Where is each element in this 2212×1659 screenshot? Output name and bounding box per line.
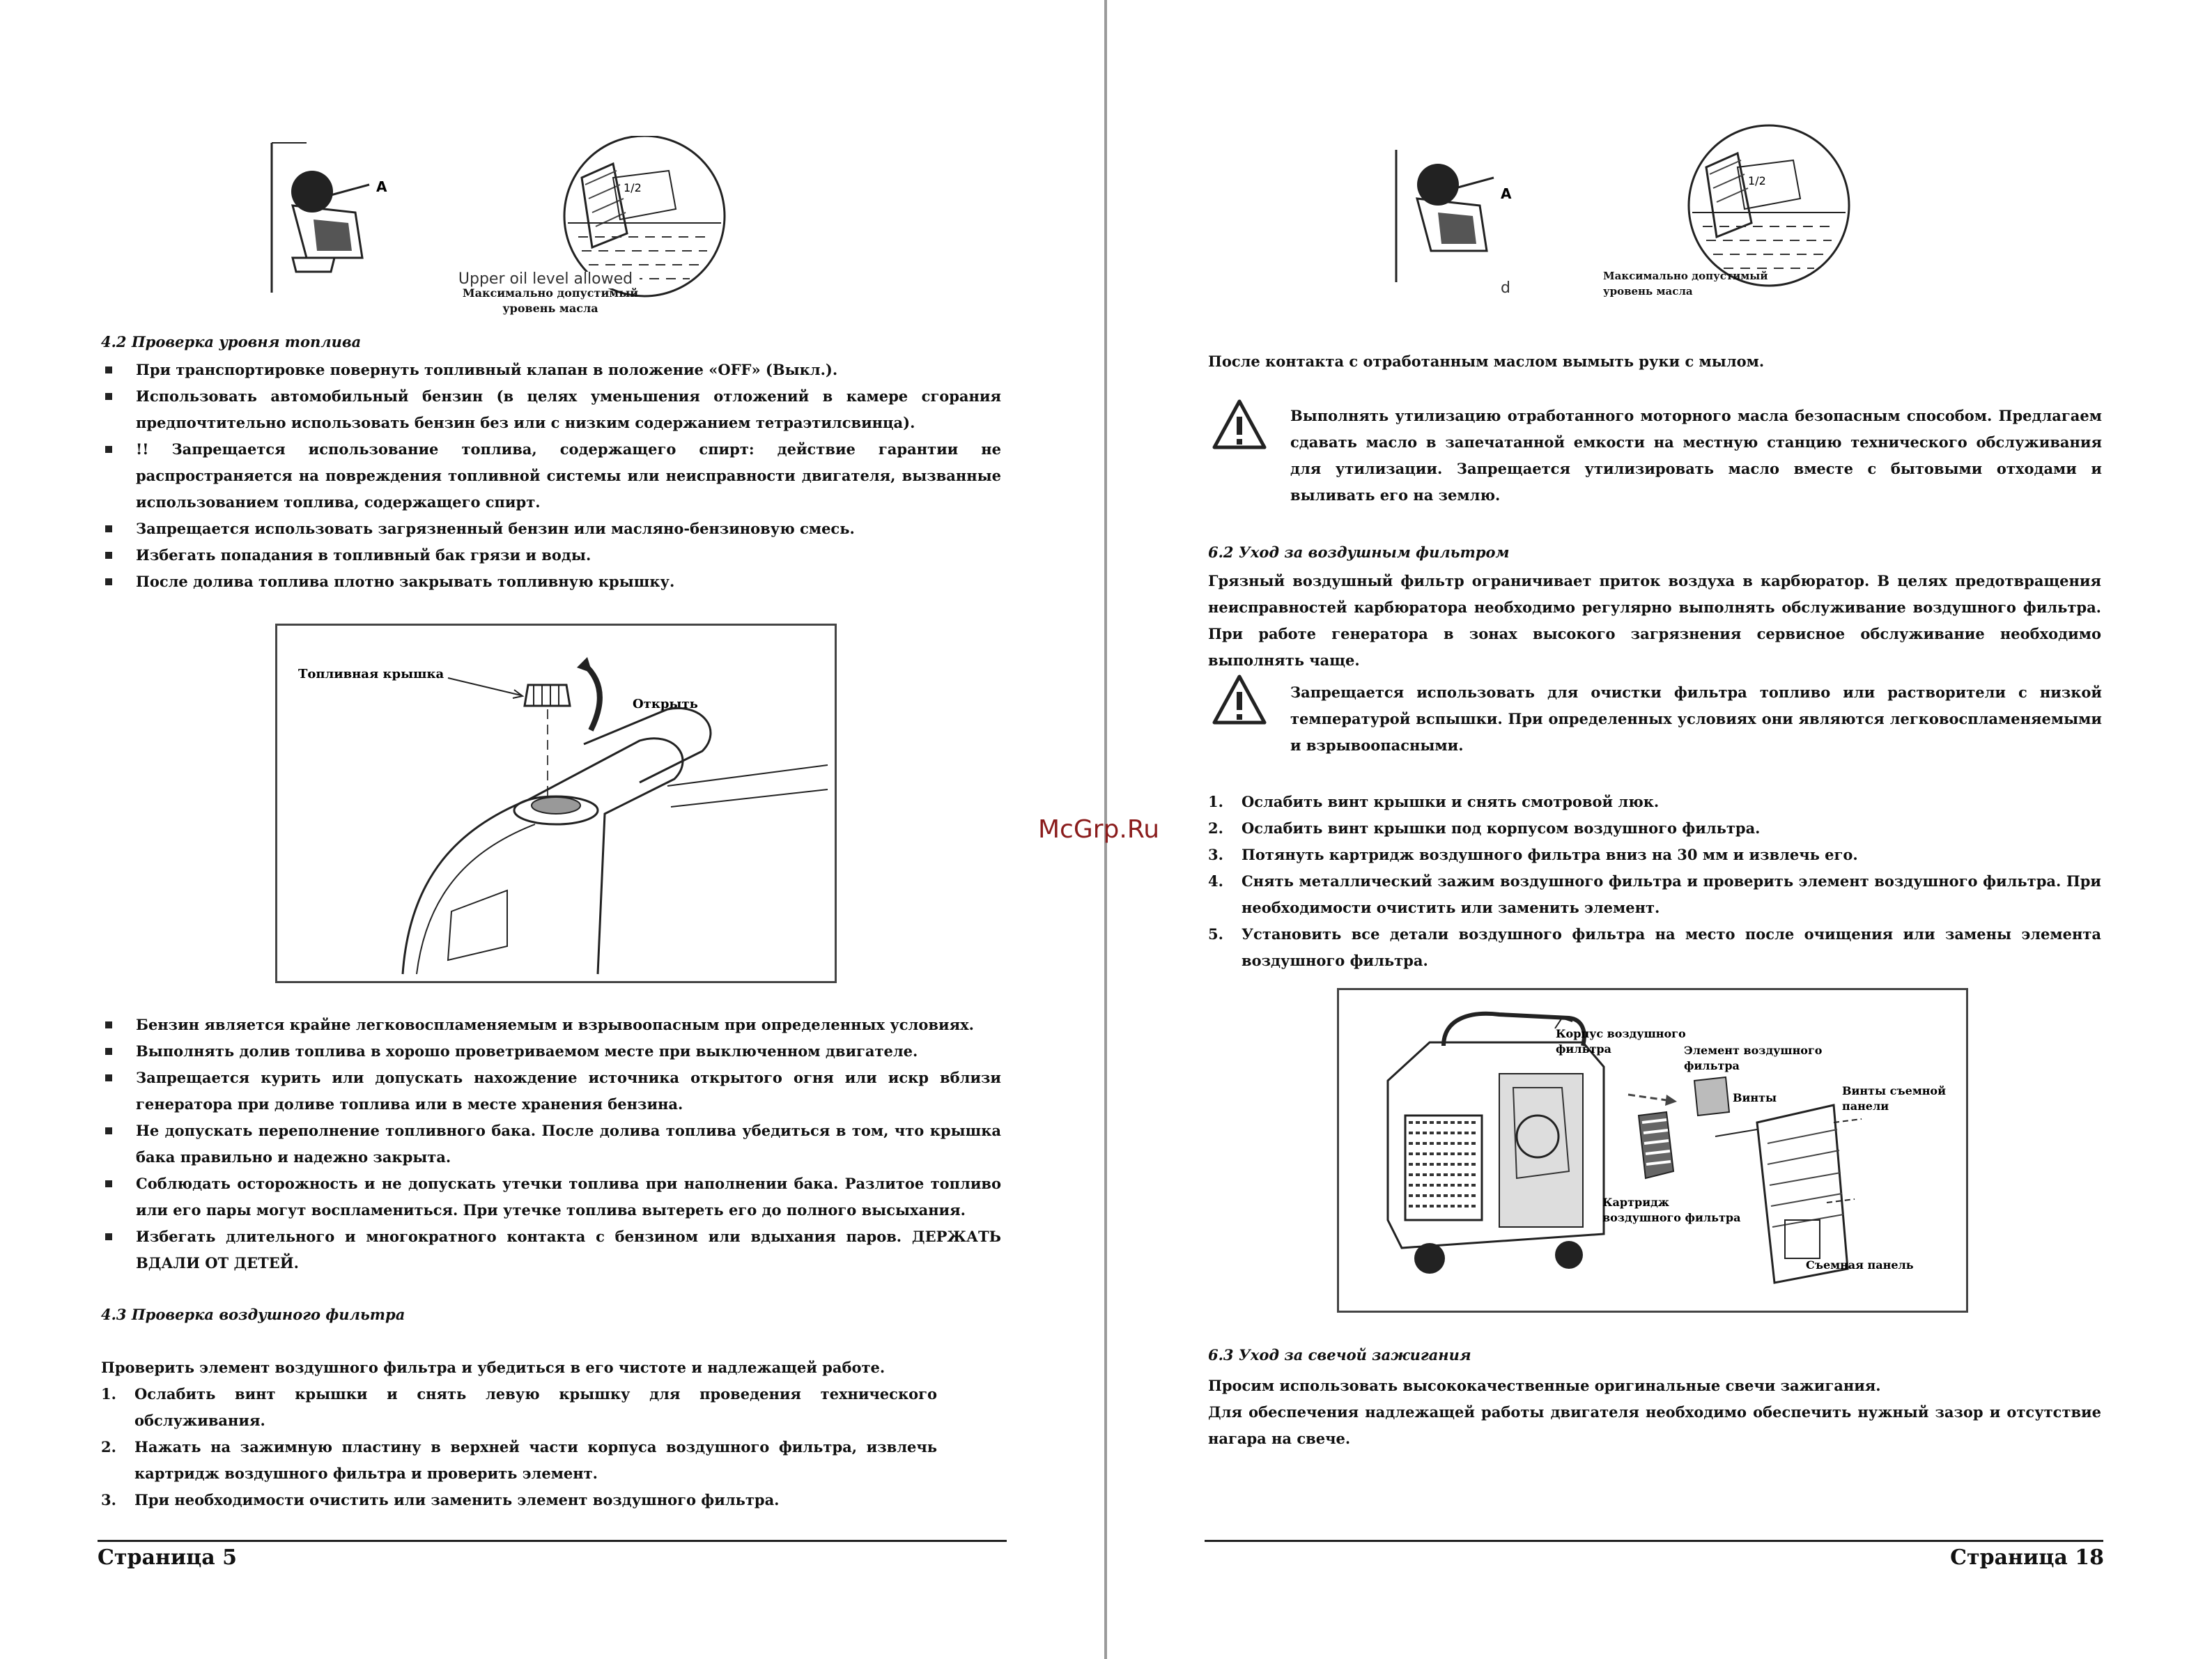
list-item — [1208, 921, 2101, 974]
section-6-3-line1: Просим использовать высококачественные оригинальные свечи зажигания. — [1208, 1377, 1881, 1394]
warning-icon — [1212, 397, 1267, 453]
section-6-3-heading: 6.3 Уход за свечой зажигания — [1208, 1346, 1471, 1364]
step-text: Ослабить винт крышки под корпусом воздушного фильтра. — [1242, 819, 1761, 837]
step-number: 1. — [101, 1385, 116, 1403]
oil-figure-caption-right — [1603, 268, 1812, 299]
section-6-2-intro: Грязный воздушный фильтр ограничивает приток воздуха в карбюратор. В целях предотвращения неисправностей карбюратора необходимо регулярно выполнять обслуживание воздушного фильтра. При работе генератора в зонах высокого загрязнения сервисное обслуживание необходимо выполнять чаще. — [1208, 572, 2101, 669]
oil-figure-english-caption: Upper oil level allowed — [458, 270, 633, 288]
list-item — [1208, 789, 2101, 815]
oil-figure-caption — [432, 286, 669, 316]
wash-hands-note: После контакта с отработанным маслом вымыть руки с мылом. — [1208, 353, 1765, 370]
oil-figure-label-a: A — [376, 178, 387, 195]
section-6-2-heading: 6.2 Уход за воздушным фильтром — [1208, 543, 1510, 561]
warning-icon — [1212, 672, 1267, 728]
list-item: Запрещается использовать загрязненный бензин или масляно-бензиновую смесь. — [101, 516, 1001, 542]
list-item: Использовать автомобильный бензин (в целях уменьшения отложений в камере сгорания предпочтительно использовать бензин без или с низким содержанием тетраэтилсвинца). — [101, 383, 1001, 436]
page-number: Страница 5 — [98, 1545, 238, 1570]
generator-air-filter-figure — [1337, 988, 1968, 1313]
section-4-2-bullets — [101, 357, 1001, 595]
section-4-3-intro: Проверить элемент воздушного фильтра и убедиться в его чистоте и надлежащей работе. — [101, 1359, 885, 1376]
oil-disposal-warning: Выполнять утилизацию отработанного моторного масла безопасным способом. Предлагаем сдавать масло в запечатанной емкости на местную станцию технического обслуживания для утилизации. Запрещается утилизировать масло вместе с бытовыми отходами и выливать его на землю. — [1290, 407, 2102, 504]
cartridge-label-line2: воздушного фильтра — [1602, 1211, 1741, 1224]
list-item — [1208, 868, 2101, 921]
cartridge-label-line1: Картридж — [1602, 1196, 1669, 1209]
list-item — [101, 1487, 937, 1513]
list-item — [101, 1381, 937, 1434]
oil-figure-caption-line1: Максимально допустимый — [462, 286, 639, 300]
step-text: Потянуть картридж воздушного фильтра вниз на 30 мм и извлечь его. — [1242, 846, 1858, 863]
left-page — [0, 0, 1104, 1659]
step-text: Нажать на зажимную пластину в верхней части корпуса воздушного фильтра, извлечь картридж воздушного фильтра и проверить элемент. — [134, 1438, 937, 1482]
step-number: 4. — [1208, 872, 1223, 890]
housing-label-line1: Корпус воздушного — [1556, 1027, 1686, 1040]
panel-screws-label-line1: Винты съемной — [1842, 1084, 1946, 1097]
step-number: 1. — [1208, 793, 1223, 810]
footer-rule — [1205, 1540, 2103, 1542]
fuel-open-label: Открыть — [633, 697, 698, 711]
step-number: 2. — [101, 1438, 116, 1456]
list-item — [101, 1434, 937, 1487]
fuel-safety-bullets — [101, 1012, 1001, 1276]
step-text: Снять металлический зажим воздушного фильтра и проверить элемент воздушного фильтра. При необходимости очистить или заменить элемент. — [1242, 872, 2101, 916]
list-item: При транспортировке повернуть топливный клапан в положение «OFF» (Выкл.). — [101, 357, 1001, 383]
right-page — [1107, 0, 2212, 1659]
list-item: Запрещается курить или допускать нахождение источника открытого огня или искр вблизи генератора при доливе топлива или в месте хранения бензина. — [101, 1065, 1001, 1118]
oil-figure-caption-line2: уровень масла — [1603, 285, 1693, 298]
list-item: Избегать попадания в топливный бак грязи и воды. — [101, 542, 1001, 569]
step-text: Ослабить винт крышки и снять левую крышку для проведения технического обслуживания. — [134, 1385, 937, 1429]
step-text: Ослабить винт крышки и снять смотровой люк. — [1242, 793, 1660, 810]
list-item: !! Запрещается использование топлива, содержащего спирт: действие гарантии не распространяется на повреждения топливной системы или неисправности двигателя, вызванные использованием топлива, содержащего спирт. — [101, 436, 1001, 516]
oil-figure-stray-char: d — [1501, 279, 1510, 296]
page-number: Страница 18 — [1950, 1545, 2104, 1570]
watermark: McGrp.Ru — [1038, 815, 1160, 844]
oil-figure-label-a: A — [1501, 185, 1512, 202]
list-item: Выполнять долив топлива в хорошо проветриваемом месте при выключенном двигателе. — [101, 1038, 1001, 1065]
oil-figure-caption-line2: уровень масла — [502, 302, 598, 315]
step-number: 3. — [101, 1491, 116, 1508]
element-label-line2: фильтра — [1684, 1059, 1740, 1072]
section-4-2-heading: 4.2 Проверка уровня топлива — [101, 333, 362, 350]
filter-solvent-warning: Запрещается использовать для очистки фильтра топливо или растворители с низкой температурой вспышки. При определенных условиях они являются легковоспламеняемыми и взрывоопасными. — [1290, 684, 2102, 754]
oil-level-figure — [265, 136, 752, 303]
step-number: 2. — [1208, 819, 1223, 837]
oil-figure-caption-line1: Максимально допустимый — [1603, 270, 1768, 282]
section-4-3-steps — [101, 1381, 937, 1513]
section-4-3-heading: 4.3 Проверка воздушного фильтра — [101, 1306, 405, 1323]
section-6-2-steps — [1208, 789, 2101, 974]
fuel-cap-figure — [275, 624, 837, 983]
step-text: Установить все детали воздушного фильтра на место после очищения или замены элемента воздушного фильтра. — [1242, 925, 2101, 969]
list-item — [1208, 815, 2101, 842]
list-item: Избегать длительного и многократного контакта с бензином или вдыхания паров. ДЕРЖАТЬ ВДАЛИ ОТ ДЕТЕЙ. — [101, 1224, 1001, 1276]
step-text: При необходимости очистить или заменить элемент воздушного фильтра. — [134, 1491, 780, 1508]
fuel-cap-drawing — [277, 626, 835, 981]
step-number: 5. — [1208, 925, 1223, 943]
list-item: Соблюдать осторожность и не допускать утечки топлива при наполнении бака. Разлитое топливо или его пары могут воспламениться. При утечке топлива вытереть его до полного высыхания. — [101, 1171, 1001, 1224]
footer-rule — [98, 1540, 1007, 1542]
list-item — [1208, 842, 2101, 868]
oil-figure-half-label: 1/2 — [624, 181, 642, 194]
panel-screws-label-line2: панели — [1842, 1099, 1889, 1113]
housing-label-line2: фильтра — [1556, 1042, 1611, 1056]
list-item: Бензин является крайне легковоспламеняемым и взрывоопасным при определенных условиях. — [101, 1012, 1001, 1038]
list-item: Не допускать переполнение топливного бака. После долива топлива убедиться в том, что крышка бака правильно и надежно закрыта. — [101, 1118, 1001, 1171]
generator-drawing — [1339, 990, 1966, 1311]
oil-figure-half-label: 1/2 — [1748, 174, 1766, 187]
fuel-cap-label: Топливная крышка — [298, 667, 444, 681]
removable-panel-label: Съемная панель — [1806, 1258, 1914, 1272]
step-number: 3. — [1208, 846, 1223, 863]
screws-label: Винты — [1733, 1091, 1777, 1104]
list-item: После долива топлива плотно закрывать топливную крышку. — [101, 569, 1001, 595]
element-label-line1: Элемент воздушного — [1684, 1044, 1823, 1057]
section-6-3-line2: Для обеспечения надлежащей работы двигателя необходимо обеспечить нужный зазор и отсутствие нагара на свече. — [1208, 1403, 2101, 1447]
